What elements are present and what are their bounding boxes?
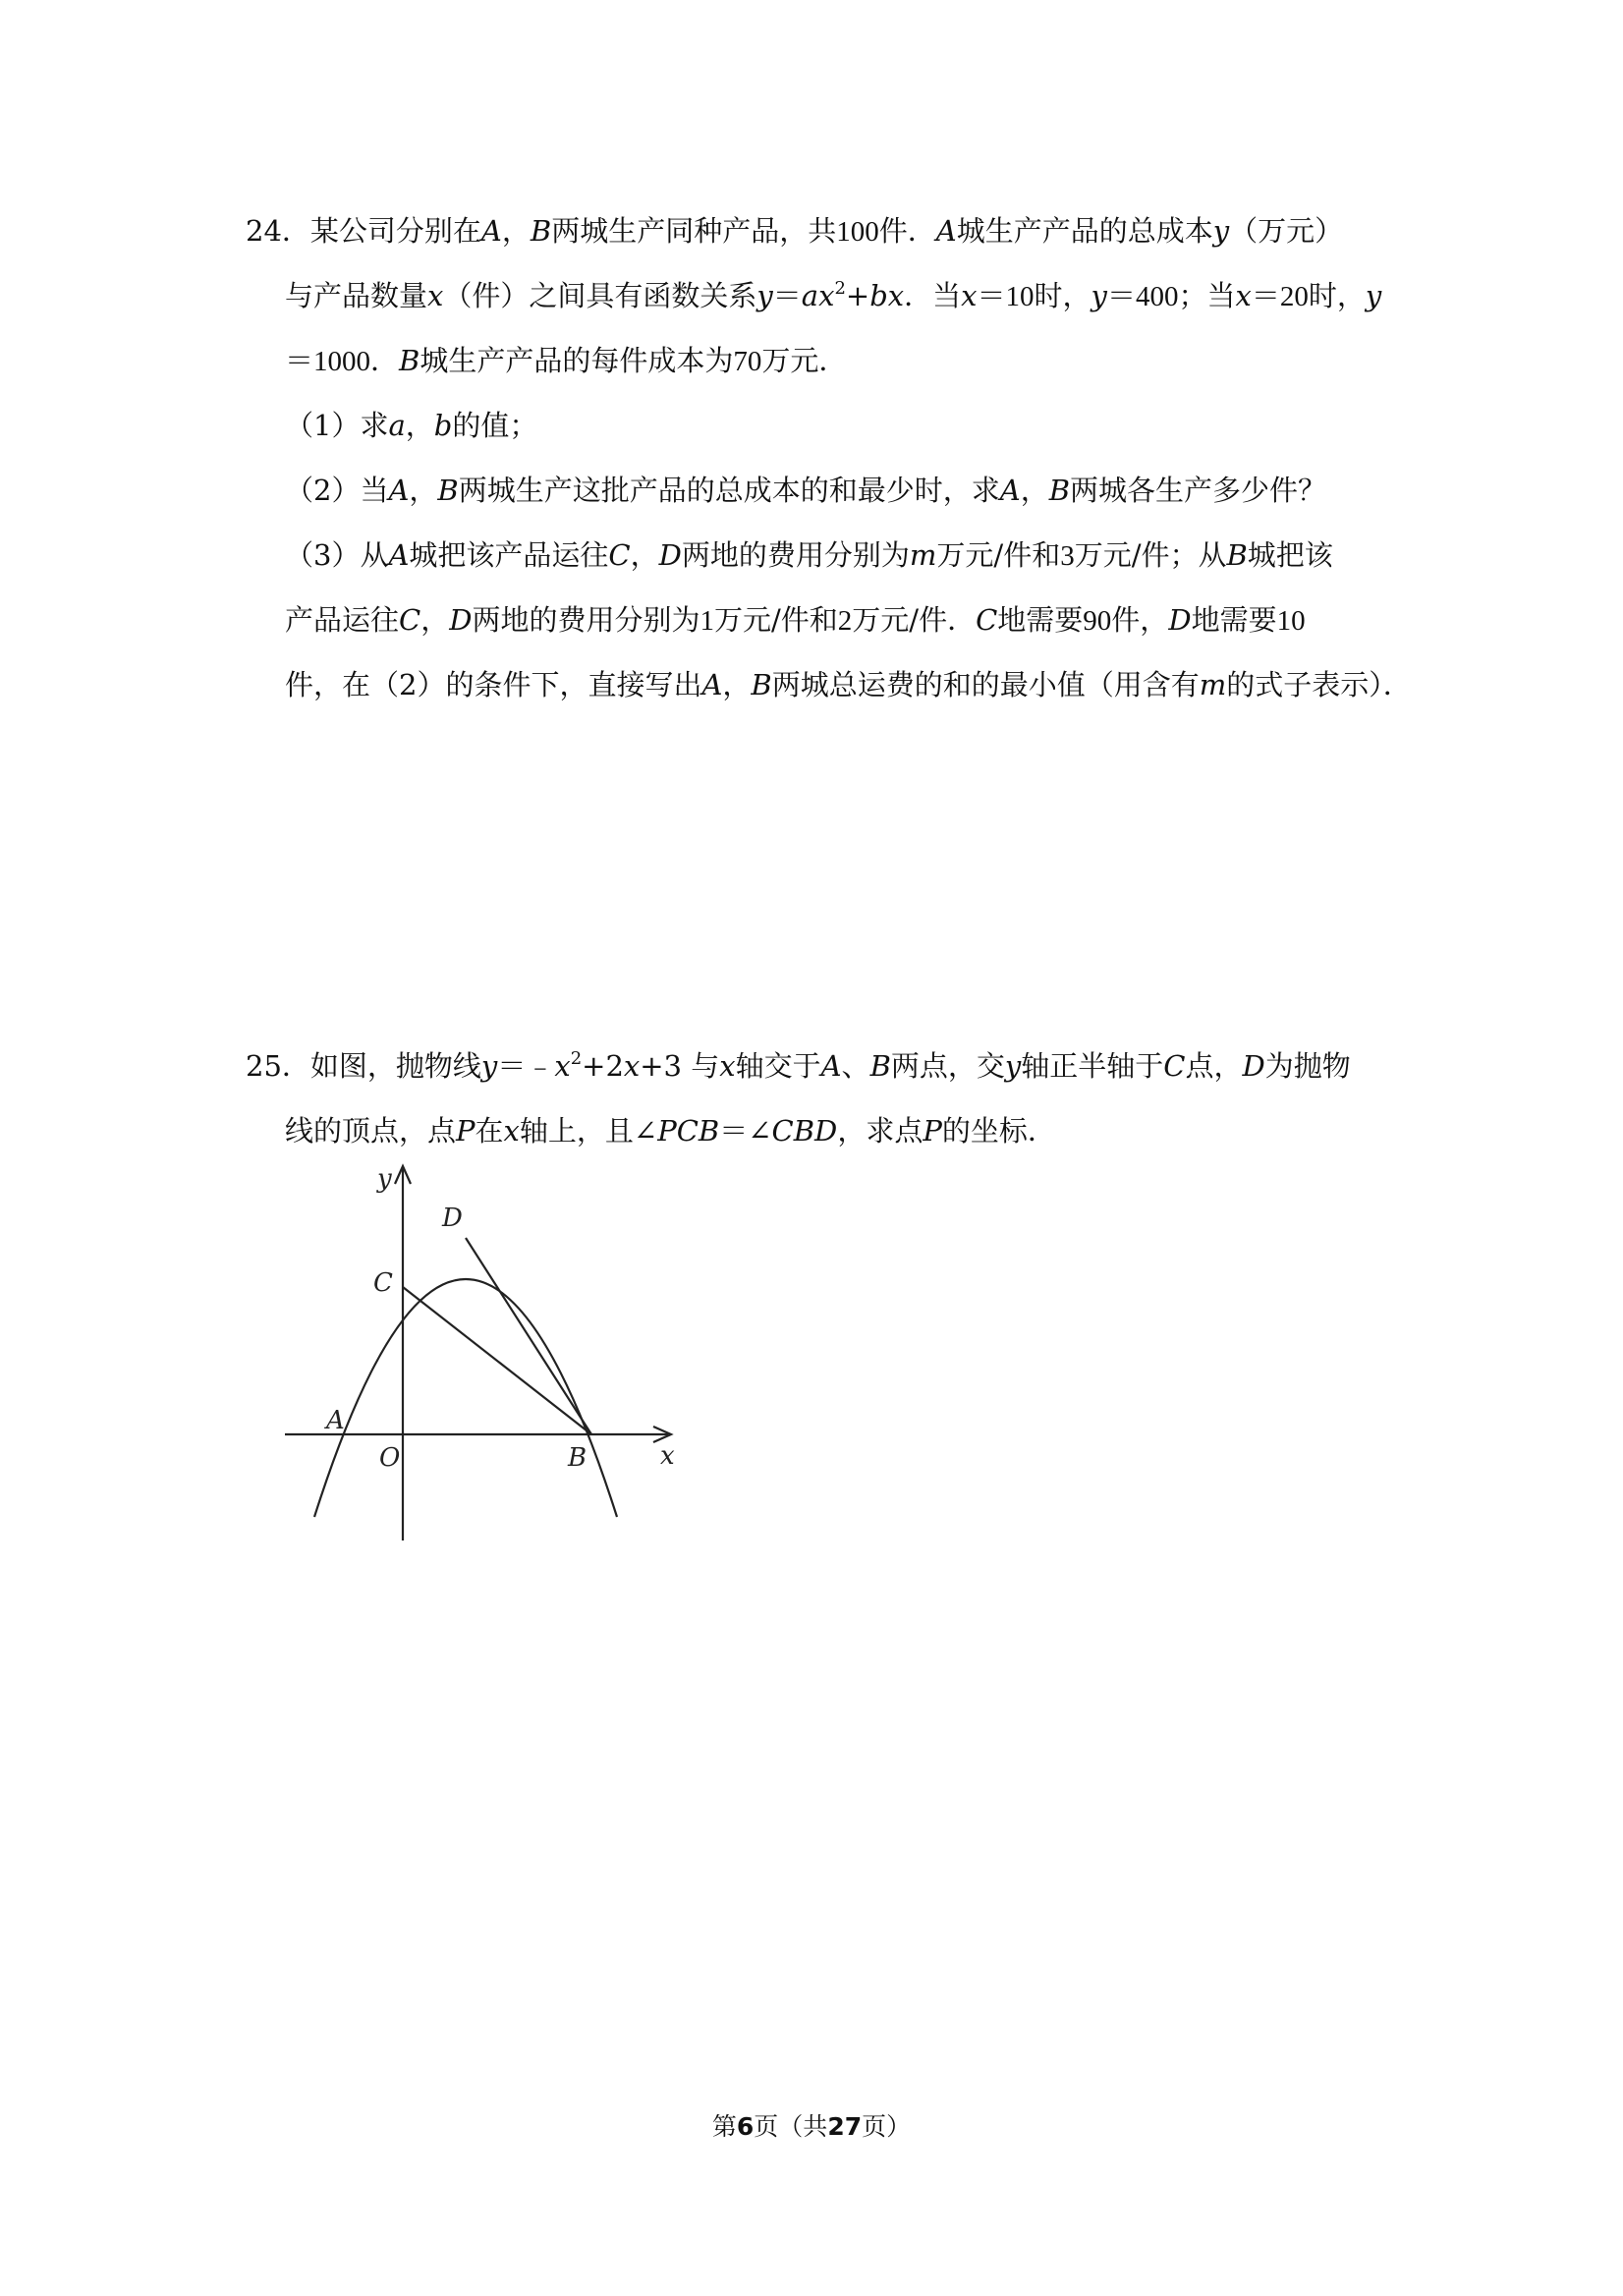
point-a-label: A — [326, 1406, 345, 1435]
point-b-label: B — [568, 1443, 588, 1473]
q24-part-3-line-1: （3）从A城把该产品运往C，D两地的费用分别为m万元/件和3万元/件；从B城把该 — [285, 538, 1333, 572]
point-d-label: D — [442, 1204, 463, 1233]
q25-line-1: 25．如图，抛物线$y=﹣x^2+2x+3$ 与x轴交于A、B两点，交y轴正半轴于C点，D为抛物 — [246, 1048, 1351, 1083]
figure-strokes — [285, 1166, 671, 1540]
q24-number: 24． — [246, 214, 310, 248]
origin-label: O — [379, 1443, 401, 1473]
segment-db — [466, 1238, 591, 1434]
y-axis-label: y — [377, 1164, 392, 1194]
q25-line-2: 线的顶点，点P在x轴上，且∠PCB＝∠CBD，求点P的坐标． — [285, 1114, 1056, 1148]
page-footer: 第6页（共27页） — [711, 2112, 912, 2141]
q24-part-1: （1）求a，b的值； — [285, 409, 538, 442]
q24-line-3: ＝1000．B城生产产品的每件成本为70万元． — [285, 344, 848, 377]
parabola-figure — [275, 1159, 688, 1552]
total-page-number: 27 — [827, 2112, 863, 2141]
x-axis-label: x — [660, 1441, 675, 1471]
q24-part-2: （2）当A，B两城生产这批产品的总成本的和最少时，求A，B两城各生产多少件？ — [285, 474, 1327, 507]
q24-line-1: 24．某公司分别在A，B两城生产同种产品，共100件．A城生产产品的总成本y（万元） — [246, 214, 1344, 248]
parabola-curve — [314, 1279, 617, 1517]
q24-part-3-line-3: 件，在（2）的条件下，直接写出A，B两城总运费的和的最小值（用含有m的式子表示）． — [285, 668, 1412, 701]
q24-line-2: 与产品数量x（件）之间具有函数关系$y=ax^2+bx$．当x＝10时，y＝400；当x＝20时，y — [285, 278, 1382, 312]
current-page-number: 6 — [736, 2112, 755, 2141]
point-c-label: C — [373, 1268, 393, 1298]
q24-part-3-line-2: 产品运往C，D两地的费用分别为1万元/件和2万元/件．C地需要90件，D地需要10 — [285, 603, 1306, 637]
segment-cb — [403, 1287, 591, 1434]
q25-number: 25． — [246, 1049, 310, 1083]
